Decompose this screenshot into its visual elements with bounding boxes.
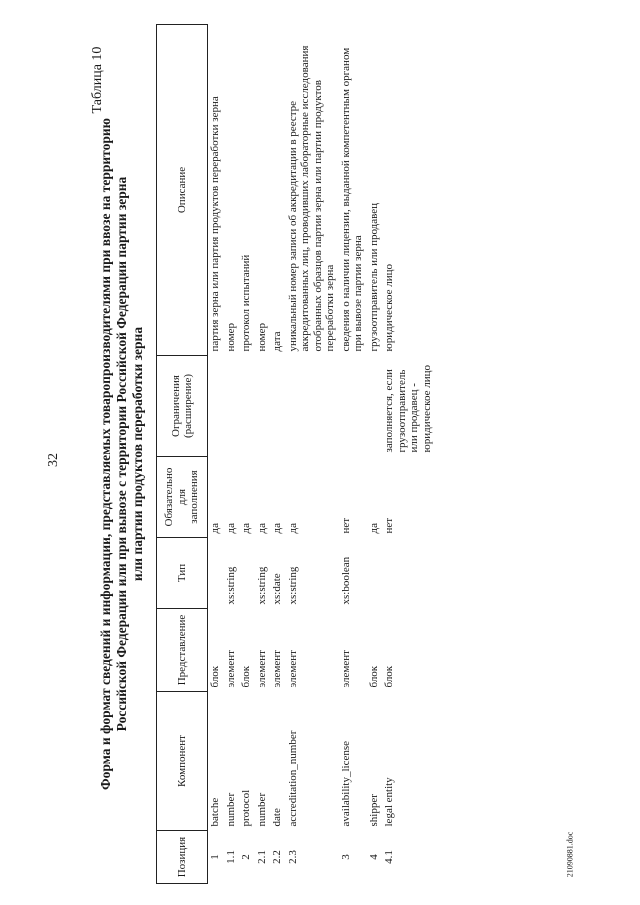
table-row: [339, 25, 367, 884]
cell-component: date: [271, 808, 283, 827]
header-description: Описание: [157, 25, 208, 356]
header-position: Позиция: [157, 831, 208, 884]
cell-required: да: [224, 523, 237, 534]
cell-representation: элемент: [224, 650, 237, 688]
cell-limits: заполняется, если грузоотправитель или продавец - юридическое лицо: [383, 365, 433, 453]
cell-component: batche: [209, 797, 221, 827]
cell-required: да: [209, 523, 221, 534]
cell-limits: [239, 356, 255, 457]
cell-description: сведения о наличии лицензии, выданной компетентным органом при вывозе партии зерна: [339, 47, 364, 352]
cell-description: протокол испытаний: [240, 254, 252, 352]
cell-position: 3: [339, 854, 352, 860]
table-row: [270, 25, 286, 884]
cell-representation: блок: [383, 665, 395, 688]
cell-type: [382, 538, 437, 609]
table-row: [286, 25, 339, 884]
table-row: [367, 25, 383, 884]
data-table: [156, 24, 437, 884]
cell-description: партия зерна или партия продуктов переработки зерна: [209, 96, 221, 352]
cell-limits: [286, 356, 339, 457]
cell-position: 4.1: [383, 850, 395, 864]
cell-type: xs:string: [286, 566, 299, 605]
cell-limits: [224, 356, 240, 457]
title-line: Форма и формат сведений и информации, представляемых товаропроизводителями при ввозе на территорию: [98, 118, 113, 790]
cell-position: 2.3: [286, 850, 299, 864]
cell-type: xs:date: [271, 573, 283, 605]
table-row: [255, 25, 271, 884]
header-component: Компонент: [157, 692, 208, 831]
cell-component: shipper: [367, 794, 380, 827]
cell-required: да: [367, 523, 380, 534]
table-row: [382, 25, 437, 884]
cell-required: нет: [339, 517, 352, 534]
header-representation: Представление: [157, 609, 208, 692]
cell-representation: блок: [240, 665, 252, 688]
cell-limits: [367, 356, 383, 457]
cell-required: да: [271, 523, 283, 534]
cell-position: 1: [209, 854, 221, 860]
cell-representation: элемент: [339, 650, 352, 688]
cell-representation: блок: [367, 665, 380, 688]
cell-component: legal entity: [383, 777, 395, 827]
cell-required: да: [286, 523, 299, 534]
cell-type: [239, 538, 255, 609]
cell-limits: [255, 356, 271, 457]
cell-component: number: [255, 792, 268, 827]
cell-position: 4: [367, 854, 380, 860]
cell-type: xs:string: [224, 566, 237, 605]
cell-type: [367, 538, 383, 609]
cell-description: номер: [255, 322, 268, 352]
header-row: [157, 25, 208, 884]
header-type: Тип: [157, 538, 208, 609]
table-label: Таблица 10: [90, 46, 105, 114]
title-line: Российской Федерации или при вывозе с территории Российской Федерации партии зерна: [114, 176, 129, 732]
cell-description: уникальный номер записи об аккредитации в реестре аккредитованных лиц, проводивших лабораторные исследования отобранных образцов партии зерна или партии продуктов переработки зерна: [286, 45, 336, 352]
cell-description: грузоотправитель или продавец: [367, 202, 380, 352]
cell-required: да: [255, 523, 268, 534]
cell-representation: элемент: [286, 650, 299, 688]
cell-type: xs:string: [255, 566, 268, 605]
cell-component: number: [224, 792, 237, 827]
cell-limits: [208, 356, 224, 457]
table-row: [208, 25, 224, 884]
cell-limits: [270, 356, 286, 457]
cell-type: xs:boolean: [339, 556, 352, 605]
cell-component: accreditation_number: [286, 730, 299, 827]
cell-position: 1.1: [224, 850, 237, 864]
document-code: 21090881.doc: [565, 831, 575, 878]
rotated-content: [98, 24, 548, 884]
title-line: или партии продуктов переработки зерна: [130, 326, 145, 582]
table-row: [224, 25, 240, 884]
cell-description: юридическое лицо: [383, 264, 395, 352]
page-number: 32: [46, 453, 61, 467]
cell-component: protocol: [240, 789, 252, 827]
cell-description: номер: [224, 322, 237, 352]
header-limits: Ограничения (расширение): [157, 356, 208, 457]
cell-position: 2: [240, 854, 252, 860]
cell-description: дата: [271, 331, 283, 352]
cell-representation: элемент: [271, 650, 283, 688]
cell-type: [208, 538, 224, 609]
cell-representation: элемент: [255, 650, 268, 688]
table-title: [98, 64, 146, 844]
cell-position: 2.1: [255, 850, 268, 864]
cell-representation: блок: [209, 665, 221, 688]
cell-required: нет: [383, 517, 395, 534]
table-row: [239, 25, 255, 884]
cell-required: да: [240, 523, 252, 534]
cell-limits: [339, 356, 367, 457]
header-required: Обязательно для заполнения: [157, 457, 208, 538]
cell-component: availability_license: [339, 740, 352, 827]
cell-position: 2.2: [271, 850, 283, 864]
